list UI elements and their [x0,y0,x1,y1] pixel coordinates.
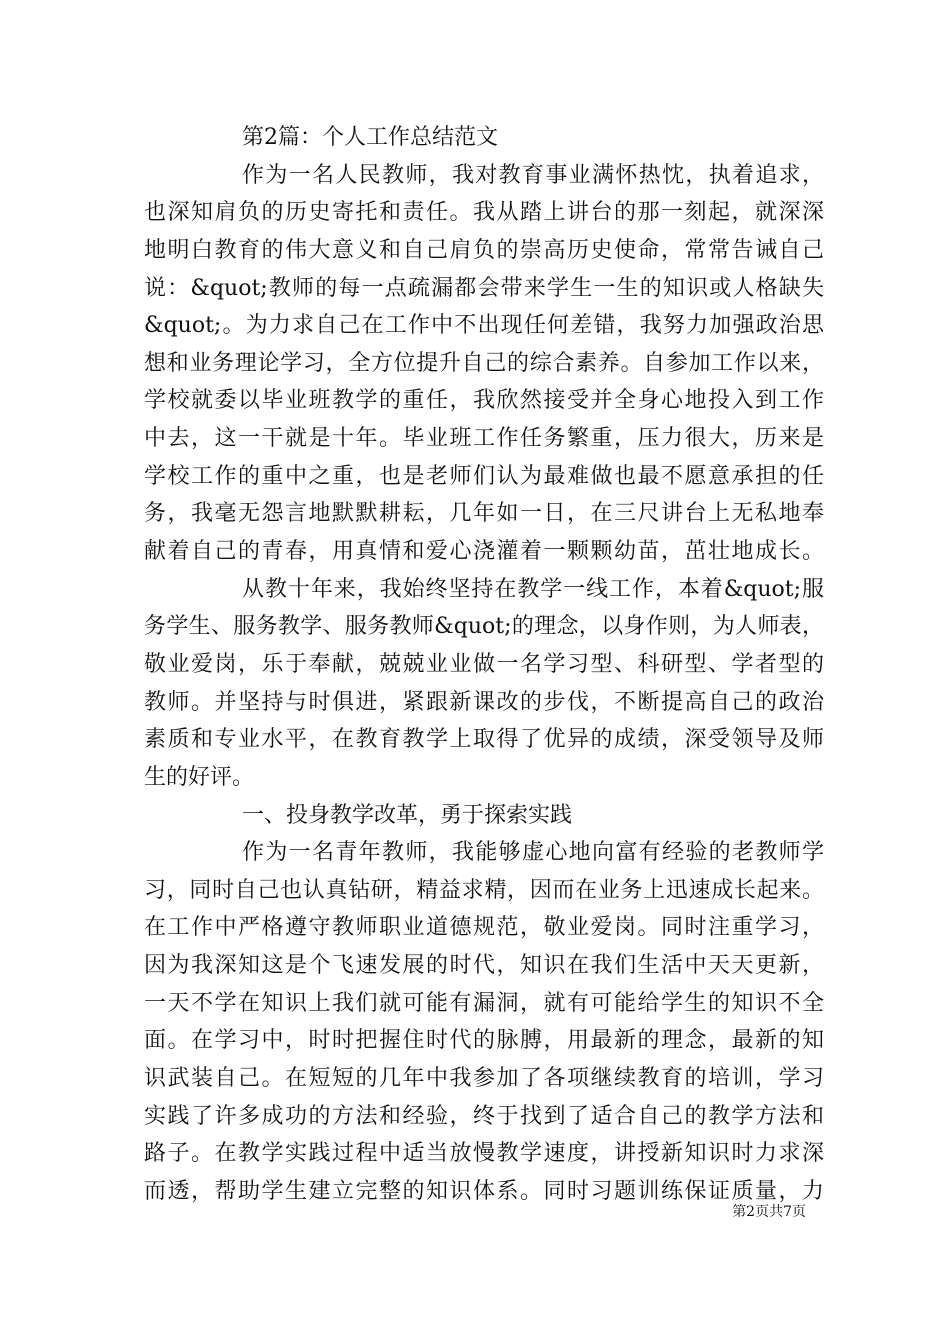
paragraph-line: 作为一名青年教师，我能够虚心地向富有经验的老教师学 [242,840,824,866]
paragraph-line: 因为我深知这是个飞速发展的时代，知识在我们生活中天天更新， [144,953,824,979]
paragraph-line: 务，我毫无怨言地默默耕耘，几年如一日，在三尺讲台上无私地奉 [144,501,824,527]
paragraph-line: 从教十年来，我始终坚持在教学一线工作，本着&quot;服 [242,576,824,602]
paragraph-line: 而透，帮助学生建立完整的知识体系。同时习题训练保证质量，力 [144,1178,824,1204]
paragraph-line: 说：&quot;教师的每一点疏漏都会带来学生一生的知识或人格缺失 [144,275,824,301]
paragraph-line: 路子。在教学实践过程中适当放慢教学速度，讲授新知识时力求深 [144,1141,824,1167]
section-heading: 第2篇：个人工作总结范文 [242,125,498,150]
paragraph-line: 作为一名人民教师，我对教育事业满怀热忱，执着追求， [242,162,824,188]
paragraph-line: 地明白教育的伟大意义和自己肩负的崇高历史使命，常常告诫自己 [144,237,824,263]
paragraph-line: 识武装自己。在短短的几年中我参加了各项继续教育的培训，学习 [144,1066,824,1092]
paragraph-line: 实践了许多成功的方法和经验，终于找到了适合自己的教学方法和 [144,1103,824,1129]
paragraph-line: 务学生、服务教学、服务教师&quot;的理念，以身作则，为人师表， [144,614,824,640]
paragraph-line: 献着自己的青春，用真情和爱心浇灌着一颗颗幼苗，茁壮地成长。 [144,539,824,565]
paragraph-line: 想和业务理论学习，全方位提升自己的综合素养。自参加工作以来， [144,350,824,376]
document-body [144,119,824,1211]
paragraph-line: &quot;。为力求自己在工作中不出现任何差错，我努力加强政治思 [144,313,824,339]
paragraph-line: 敬业爱岗，乐于奉献，兢兢业业做一名学习型、科研型、学者型的 [144,651,824,677]
paragraph-line: 教师。并坚持与时俱进，紧跟新课改的步伐，不断提高自己的政治 [144,689,824,715]
paragraph-line: 生的好评。 [144,764,255,790]
paragraph-line: 一天不学在知识上我们就可能有漏洞，就有可能给学生的知识不全 [144,990,824,1016]
paragraph-line: 学校工作的重中之重，也是老师们认为最难做也最不愿意承担的任 [144,463,824,489]
paragraph-line: 素质和专业水平，在教育教学上取得了优异的成绩，深受领导及师 [144,727,824,753]
paragraph-line: 中去，这一干就是十年。毕业班工作任务繁重，压力很大，历来是 [144,426,824,452]
paragraph-line: 习，同时自己也认真钻研，精益求精，因而在业务上迅速成长起来。 [144,877,824,903]
section-heading: 一、投身教学改革，勇于探索实践 [242,802,573,828]
paragraph-line: 学校就委以毕业班教学的重任，我欣然接受并全身心地投入到工作 [144,388,824,414]
paragraph-line: 面。在学习中，时时把握住时代的脉膊，用最新的理念，最新的知 [144,1028,824,1054]
paragraph-line: 也深知肩负的历史寄托和责任。我从踏上讲台的那一刻起，就深深 [144,200,824,226]
page-number: 第2页共7页 [732,1204,806,1220]
paragraph-line: 在工作中严格遵守教师职业道德规范，敬业爱岗。同时注重学习， [144,915,824,941]
